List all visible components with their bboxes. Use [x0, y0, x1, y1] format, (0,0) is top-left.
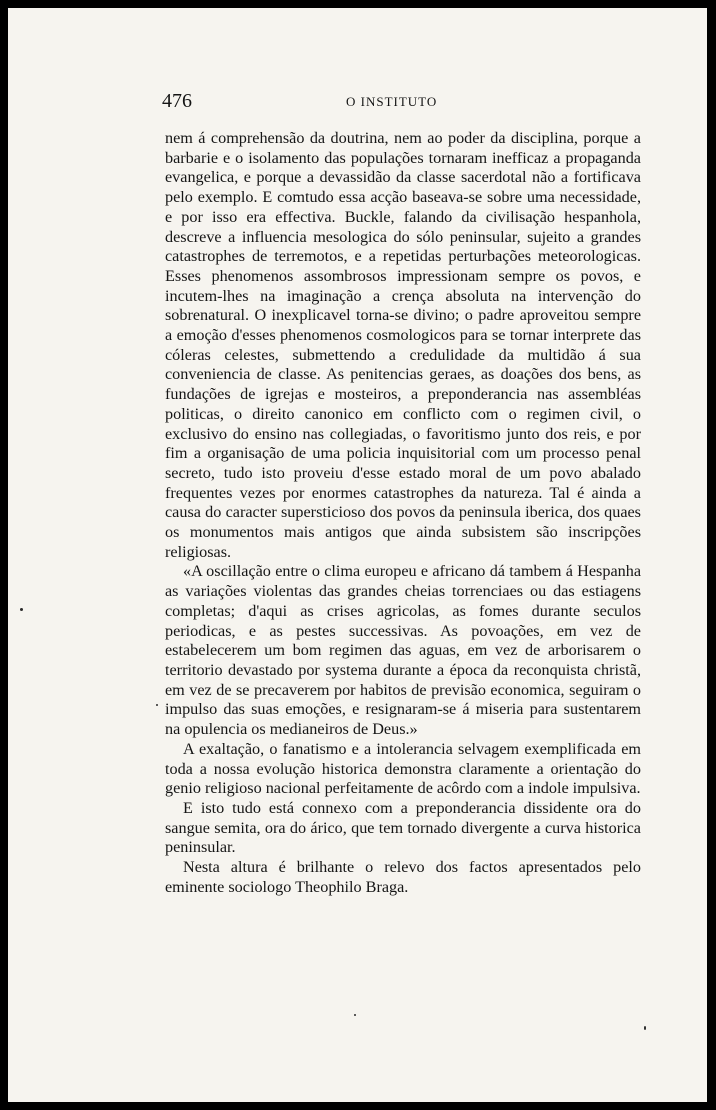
ink-speck	[20, 608, 23, 611]
page-header	[162, 90, 642, 114]
paragraph-4: E isto tudo está connexo com a preponderancia dissidente ora do sangue semita, ora do árico, que tem tornado divergente a curva historica peninsular.	[165, 798, 641, 857]
paragraph-3: A exaltação, o fanatismo e a intolerancia selvagem exemplificada em toda a nossa evolução historica demonstra claramente a orientação do genio religioso nacional perfeitamente de acôrdo com a indole impulsiva.	[165, 739, 641, 798]
page-number: 476	[162, 90, 192, 112]
running-head: O INSTITUTO	[346, 94, 438, 109]
ink-speck	[354, 1014, 356, 1016]
paragraph-1: nem á comprehensão da doutrina, nem ao poder da disciplina, porque a barbarie e o isolamento das populações tornaram inefficaz a propaganda evangelica, e porque a devassidão da classe sacerdotal não a fortificava pelo exemplo. E comtudo essa acção baseava-se sobre uma necessidade, e por isso era effectiva. Buckle, falando da civilisação hespanhola, descreve a influencia mesologica do sólo peninsular, sujeito a grandes catastrophes de terremotos, e a repetidas perturbações meteorologicas. Esses phenomenos assombrosos impressionam sempre os povos, e incutem-lhes na imaginação a crença absoluta na intervenção do sobrenatural. O inexplicavel torna-se divino; o padre aproveitou sempre a emoção d'esses phenomenos cosmologicos para se tornar interprete das cóleras celestes, submettendo a credulidade da multidão á sua conveniencia de classe. As penitencias geraes, as doações dos bens, as fundações de igrejas e mosteiros, a preponderancia nas assembléas politicas, o direito canonico em conflicto com o regimen civil, o exclusivo do ensino nas collegiadas, o favoritismo junto dos reis, e por fim a organisação de uma policia inquisitorial com um processo penal secreto, tudo isto proveiu d'esse estado moral de um povo abalado frequentes vezes por enormes catastrophes da natureza. Tal é ainda a causa do caracter supersticioso dos povos da peninsula iberica, dos quaes os monumentos mais antigos que ainda subsistem são inscripções religiosas.	[165, 129, 641, 561]
book-page	[8, 8, 707, 1102]
ink-speck	[156, 704, 158, 706]
body-text	[165, 129, 641, 897]
paragraph-5: Nesta altura é brilhante o relevo dos factos apresentados pelo eminente sociologo Theophilo Braga.	[165, 858, 641, 896]
paragraph-2-quotation: «A oscillação entre o clima europeu e africano dá tambem á Hespanha as variações violentas das grandes cheias torrenciaes ou das estiagens completas; d'aqui as crises agricolas, as fomes durante seculos periodicas, e as pestes successivas. As povoações, em vez de estabelecerem um bom regimen das aguas, em vez de arborisarem o territorio devastado por systema durante a época da reconquista christã, em vez de se precaverem por habitos de previsão economica, seguiram o impulso das suas emoções, e resignaram-se á miseria para sustentarem na opulencia os medianeiros de Deus.»	[165, 562, 641, 739]
ink-speck	[644, 1026, 646, 1030]
